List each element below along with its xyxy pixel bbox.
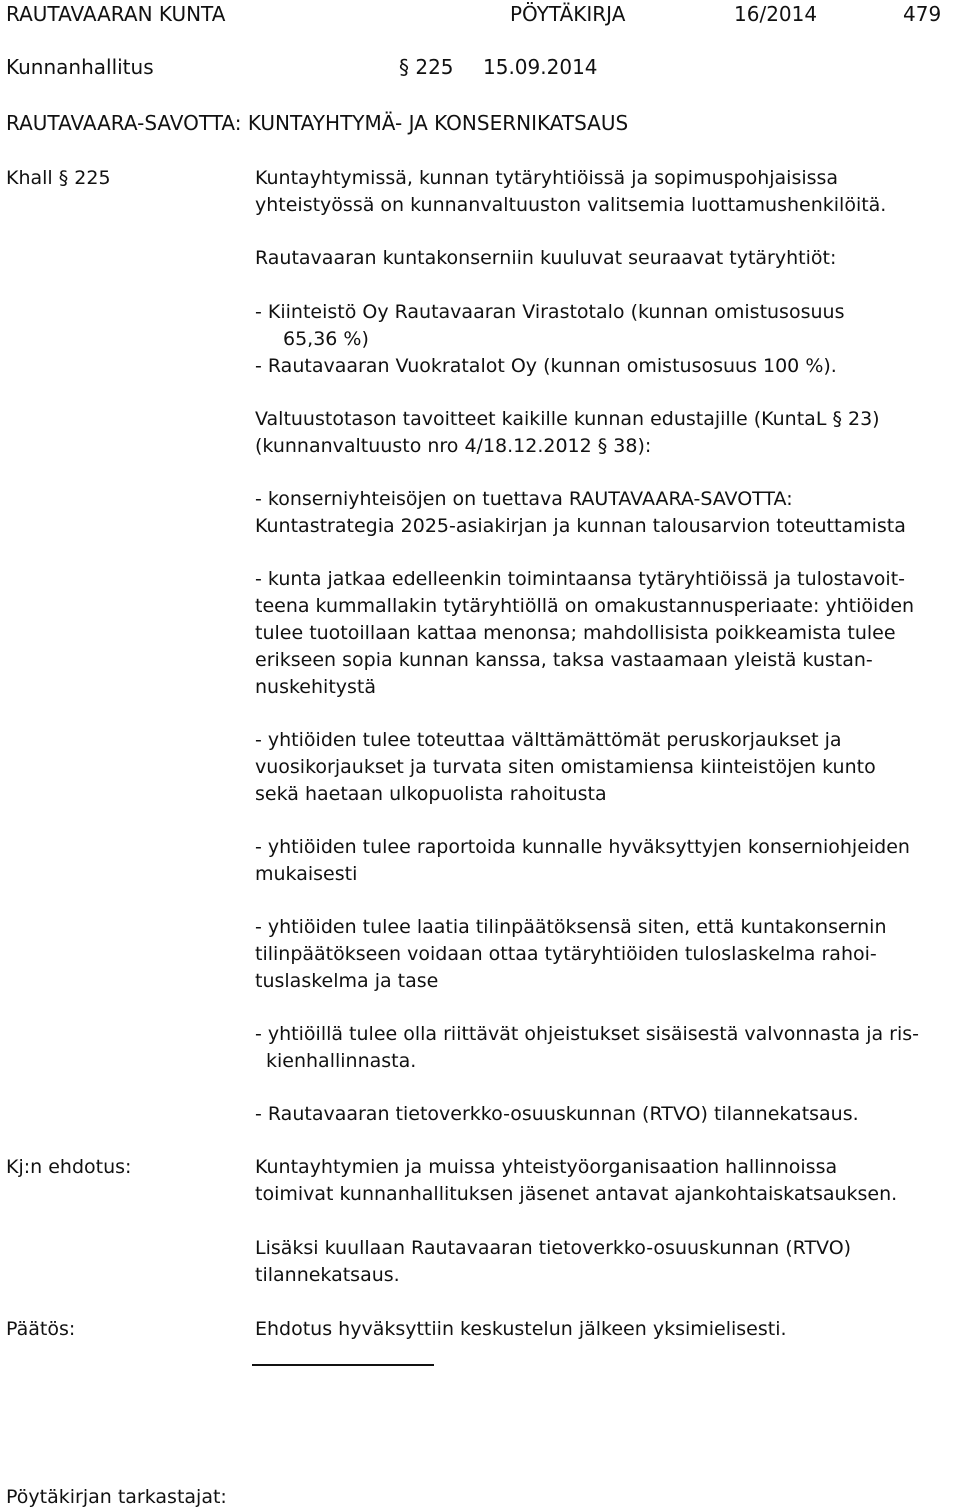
- proposal-label: Kj:n ehdotus:: [6, 1156, 132, 1178]
- organization-name: RAUTAVAARAN KUNTA: [6, 2, 226, 26]
- goal-5: - yhtiöiden tulee laatia tilinpäätöksensä siten, että kuntakonsernin tilinpäätökseen voidaan ottaa tytäryhtiöiden tuloslaskelma rahoi- tuslaskelma ja tase: [255, 916, 887, 992]
- proposal-text-2: Lisäksi kuullaan Rautavaaran tietoverkko-osuuskunnan (RTVO) tilannekatsaus.: [255, 1237, 852, 1286]
- subsidiary-1-continued: 65,36 %): [283, 328, 369, 350]
- decision-label: Päätös:: [6, 1318, 76, 1340]
- meeting-date: 15.09.2014: [483, 55, 598, 79]
- section-number: § 225: [399, 55, 454, 79]
- goal-3: - yhtiöiden tulee toteuttaa välttämättömät peruskorjaukset ja vuosikorjaukset ja turvata siten omistamiensa kiinteistöjen kunto sekä haetaan ulkopuolista rahoitusta: [255, 729, 876, 805]
- goal-4: - yhtiöiden tulee raportoida kunnalle hyväksyttyjen konserniohjeiden mukaisesti: [255, 836, 910, 885]
- decision-text: Ehdotus hyväksyttiin keskustelun jälkeen yksimielisesti.: [255, 1318, 787, 1340]
- inspectors-label: Pöytäkirjan tarkastajat:: [6, 1486, 227, 1508]
- proposal-text-1: Kuntayhtymien ja muissa yhteistyöorganisaation hallinnoissa toimivat kunnanhallituksen jäsenet antavat ajankohtaiskatsauksen.: [255, 1156, 898, 1205]
- meeting-body: Kunnanhallitus: [6, 55, 154, 79]
- goal-1: - konserniyhteisöjen on tuettava RAUTAVAARA-SAVOTTA: Kuntastrategia 2025-asiakirjan ja kunnan talousarvion toteuttamista: [255, 488, 906, 537]
- document-number: 16/2014: [734, 2, 818, 26]
- goals-intro: Valtuustotason tavoitteet kaikille kunnan edustajille (KuntaL § 23) (kunnanvaltuusto nro 4/18.12.2012 § 38):: [255, 408, 880, 457]
- separator-line: [252, 1364, 434, 1366]
- document-type: PÖYTÄKIRJA: [510, 2, 626, 26]
- goal-6-continued: kienhallinnasta.: [266, 1050, 417, 1072]
- subsidiary-2: - Rautavaaran Vuokratalot Oy (kunnan omistusosuus 100 %).: [255, 355, 837, 377]
- subsidiary-1: - Kiinteistö Oy Rautavaaran Virastotalo (kunnan omistusosuus: [255, 301, 845, 323]
- meeting-header: [0, 54, 960, 81]
- page-number: 479: [903, 2, 942, 26]
- subsidiaries-intro: Rautavaaran kuntakonserniin kuuluvat seuraavat tytäryhtiöt:: [255, 247, 837, 269]
- document-header: [0, 1, 960, 28]
- case-label: Khall § 225: [6, 167, 111, 189]
- goal-2: - kunta jatkaa edelleenkin toimintaansa tytäryhtiöissä ja tulostavoit- teena kummallakin tytäryhtiöllä on omakustannusperiaate: yhtiöiden tulee tuotoillaan kattaa menonsa; mahdollisista poikkeamista tulee erikseen sopia kunnan kanssa, taksa vastaamaan yleistä kustan- nuskehitystä: [255, 568, 915, 698]
- rtvo-note: - Rautavaaran tietoverkko-osuuskunnan (RTVO) tilannekatsaus.: [255, 1103, 859, 1125]
- page-title: RAUTAVAARA-SAVOTTA: KUNTAYHTYMÄ- JA KONSERNIKATSAUS: [6, 111, 629, 135]
- case-intro: Kuntayhtymissä, kunnan tytäryhtiöissä ja sopimuspohjaisissa yhteistyössä on kunnanvaltuuston valitsemia luottamushenkilöitä.: [255, 167, 887, 216]
- goal-6: - yhtiöillä tulee olla riittävät ohjeistukset sisäisestä valvonnasta ja ris-: [255, 1023, 919, 1045]
